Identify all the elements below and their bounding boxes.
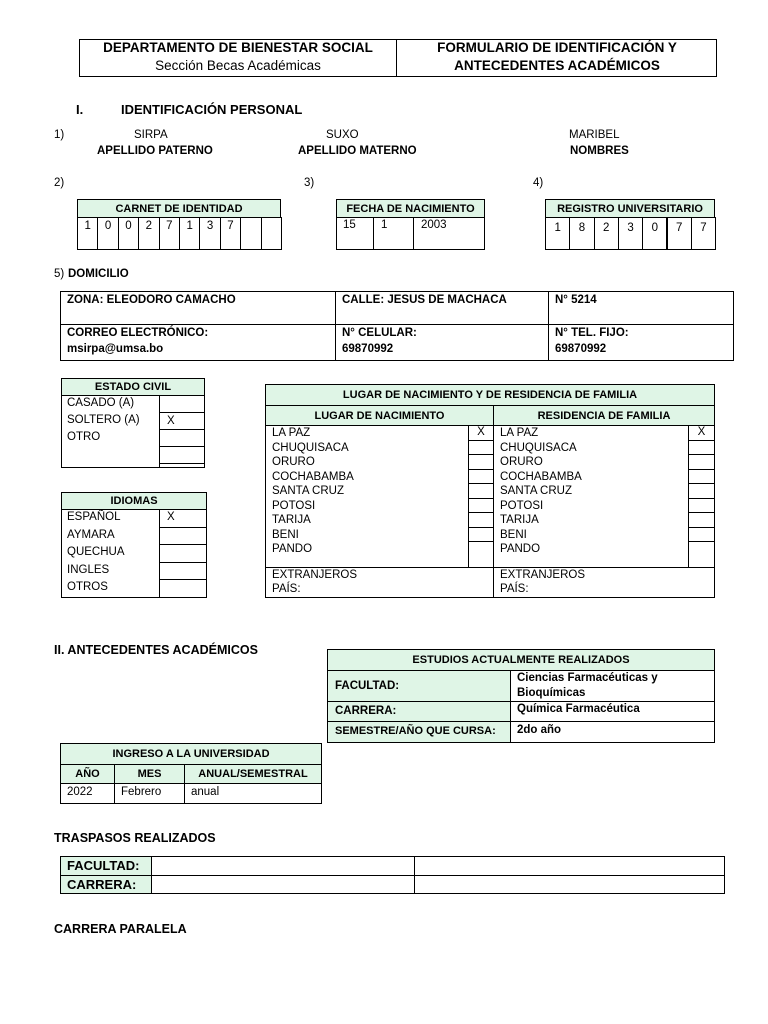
ingreso-tipo[interactable]: anual [191, 786, 220, 798]
residencia-check[interactable] [688, 527, 715, 542]
residencia-check[interactable] [688, 469, 715, 484]
celular-value[interactable]: 69870992 [342, 343, 394, 355]
traspasos-title: TRASPASOS REALIZADOS [54, 831, 216, 845]
registro-digit-cell[interactable]: 0 [642, 217, 667, 250]
ingreso-mes[interactable]: Febrero [121, 786, 162, 798]
nacimiento-departamento: SANTA CRUZ [272, 485, 344, 497]
estado-civil-check[interactable] [159, 446, 205, 464]
registro-digit-cell[interactable]: 7 [691, 217, 716, 250]
residencia-check[interactable] [688, 440, 715, 455]
idioma-check[interactable] [159, 544, 207, 563]
residencia-extranjeros: EXTRANJEROS [500, 569, 585, 581]
traspasos-carrera-input[interactable] [152, 876, 414, 894]
carnet-digit-cell[interactable]: 0 [118, 217, 139, 250]
nacimiento-departamento: COCHABAMBA [272, 470, 354, 483]
registro-digit-cell[interactable]: 1 [545, 217, 570, 250]
residencia-departamento: SANTA CRUZ [500, 485, 572, 497]
idioma-label: AYMARA [67, 528, 115, 541]
registro-digit-cell[interactable]: 8 [569, 217, 594, 250]
domicilio-title: DOMICILIO [68, 268, 129, 280]
fecha-value-box [336, 217, 485, 250]
residencia-check[interactable] [688, 454, 715, 469]
nombres-value: MARIBEL [569, 129, 620, 141]
celular-label: N° CELULAR: [342, 327, 417, 339]
estudios-carrera-label: CARRERA: [335, 705, 397, 717]
registro-digit-cell[interactable]: 3 [618, 217, 643, 250]
nacimiento-check[interactable] [468, 483, 494, 498]
nacimiento-check[interactable] [468, 541, 494, 556]
fecha-header: FECHA DE NACIMIENTO [336, 199, 485, 218]
nacimiento-check[interactable] [468, 527, 494, 542]
estudios-carrera-value[interactable]: Química Farmacéutica [517, 703, 640, 715]
nacimiento-check[interactable] [468, 454, 494, 469]
traspasos-carrera-label: CARRERA: [67, 877, 137, 892]
fijo-value[interactable]: 69870992 [555, 343, 607, 355]
residencia-check[interactable] [688, 498, 715, 513]
residencia-check[interactable] [688, 512, 715, 527]
estado-civil-check[interactable]: X [159, 412, 205, 430]
residencia-pais: PAÍS: [500, 583, 529, 595]
idioma-check[interactable] [159, 527, 207, 546]
ingreso-col-tipo: ANUAL/SEMESTRAL [184, 764, 322, 784]
fecha-mes[interactable]: 1 [381, 219, 388, 231]
nacimiento-departamento: PANDO [272, 543, 313, 555]
residencia-check[interactable] [688, 541, 715, 556]
nacimiento-departamento: CHUQUISACA [272, 441, 349, 454]
estudios-semestre-value[interactable]: 2do año [517, 724, 562, 736]
traspasos-facultad-input[interactable] [152, 857, 414, 875]
residencia-departamento: COCHABAMBA [500, 470, 582, 483]
idioma-label: INGLES [67, 563, 110, 576]
nacimiento-departamento: POTOSI [272, 499, 316, 512]
nacimiento-check[interactable] [468, 512, 494, 527]
estado-civil-label: SOLTERO (A) [67, 414, 140, 426]
item3-number: 3) [304, 177, 315, 189]
domicilio-number: 5) [54, 268, 65, 280]
ingreso-header: INGRESO A LA UNIVERSIDAD [60, 743, 322, 765]
section1-title: IDENTIFICACIÓN PERSONAL [121, 102, 303, 117]
estudios-facultad-value-2[interactable]: Bioquímicas [517, 687, 586, 699]
carnet-header: CARNET DE IDENTIDAD [77, 199, 281, 218]
idioma-label: ESPAÑOL [67, 511, 121, 523]
item2-number: 2) [54, 177, 65, 189]
numero-casa: N° 5214 [555, 294, 597, 306]
correo-value[interactable]: msirpa@umsa.bo [67, 343, 164, 355]
idioma-label: OTROS [67, 581, 108, 593]
carnet-digit-cell[interactable]: 1 [77, 217, 98, 250]
estado-civil-check[interactable] [159, 429, 205, 447]
carnet-digit-cell[interactable]: 3 [199, 217, 220, 250]
residencia-departamento: LA PAZ [500, 427, 539, 439]
nacimiento-check[interactable] [468, 498, 494, 513]
carnet-digit-cell[interactable] [261, 217, 282, 250]
lugar-col1-header: LUGAR DE NACIMIENTO [265, 405, 494, 426]
ingreso-anio[interactable]: 2022 [67, 786, 93, 798]
carnet-digit-cell[interactable]: 7 [159, 217, 180, 250]
registro-digit-cell[interactable]: 7 [667, 217, 692, 250]
residencia-departamento: POTOSI [500, 499, 544, 512]
section2-title: II. ANTECEDENTES ACADÉMICOS [54, 643, 258, 657]
registro-header: REGISTRO UNIVERSITARIO [545, 199, 715, 218]
estado-civil-check[interactable] [159, 395, 205, 413]
header-right-line2: ANTECEDENTES ACADÉMICOS [454, 58, 660, 73]
carnet-digit-cell[interactable] [240, 217, 261, 250]
apellido-paterno-value: SIRPA [134, 129, 168, 141]
nacimiento-extranjeros: EXTRANJEROS [272, 569, 357, 581]
nacimiento-check[interactable] [468, 440, 494, 455]
nombres-label: NOMBRES [570, 145, 629, 157]
apellido-paterno-label: APELLIDO PATERNO [97, 145, 213, 157]
estudios-facultad-value-1[interactable]: Ciencias Farmacéuticas y [517, 672, 658, 684]
estado-civil-header: ESTADO CIVIL [61, 378, 205, 396]
section1-number: I. [76, 102, 84, 117]
residencia-departamento: CHUQUISACA [500, 441, 577, 454]
residencia-departamento: ORURO [500, 456, 543, 468]
carnet-digit-cell[interactable]: 0 [97, 217, 118, 250]
header-left-title: DEPARTAMENTO DE BIENESTAR SOCIAL [103, 40, 373, 55]
nacimiento-departamento: TARIJA [272, 514, 311, 526]
fijo-label: N° TEL. FIJO: [555, 327, 629, 339]
lugar-col2-header: RESIDENCIA DE FAMILIA [493, 405, 715, 426]
nacimiento-check[interactable] [468, 469, 494, 484]
carnet-digit-cell[interactable]: 1 [179, 217, 200, 250]
carnet-digit-cell[interactable]: 7 [220, 217, 241, 250]
estado-civil-label: CASADO (A) [67, 397, 135, 409]
nacimiento-check[interactable]: X [477, 426, 485, 438]
residencia-check[interactable]: X [697, 426, 706, 438]
idioma-label: QUECHUA [67, 546, 125, 558]
nacimiento-departamento: BENI [272, 528, 299, 541]
ingreso-col-anio: AÑO [60, 764, 115, 784]
idioma-check[interactable] [159, 579, 207, 598]
idioma-check[interactable] [159, 562, 207, 581]
paralela-title: CARRERA PARALELA [54, 922, 187, 936]
estudios-facultad-label: FACULTAD: [335, 680, 400, 692]
residencia-check[interactable] [688, 483, 715, 498]
lugar-header: LUGAR DE NACIMIENTO Y DE RESIDENCIA DE FAMILIA [265, 384, 715, 406]
residencia-departamento: BENI [500, 528, 527, 541]
residencia-departamento: PANDO [500, 543, 541, 555]
zona: ZONA: ELEODORO CAMACHO [67, 294, 236, 306]
fecha-dia[interactable]: 15 [343, 219, 356, 231]
correo-label: CORREO ELECTRÓNICO: [67, 327, 209, 339]
registro-digit-cell[interactable]: 2 [594, 217, 619, 250]
nacimiento-departamento: LA PAZ [272, 427, 311, 439]
calle: CALLE: JESUS DE MACHACA [342, 294, 507, 306]
item4-number: 4) [533, 177, 544, 189]
idiomas-header: IDIOMAS [61, 492, 207, 510]
fecha-anio[interactable]: 2003 [421, 219, 447, 231]
item1-number: 1) [54, 129, 65, 141]
idioma-check[interactable]: X [159, 509, 207, 528]
nacimiento-pais: PAÍS: [272, 583, 301, 595]
nacimiento-departamento: ORURO [272, 456, 315, 468]
estudios-semestre-label: SEMESTRE/AÑO QUE CURSA: [335, 725, 496, 737]
estudios-header: ESTUDIOS ACTUALMENTE REALIZADOS [327, 649, 715, 671]
ingreso-col-mes: MES [114, 764, 185, 784]
header-right-line1: FORMULARIO DE IDENTIFICACIÓN Y [437, 40, 677, 55]
header-left-subtitle: Sección Becas Académicas [155, 58, 321, 73]
residencia-departamento: TARIJA [500, 514, 539, 526]
apellido-materno-value: SUXO [326, 129, 359, 141]
carnet-digit-cell[interactable]: 2 [138, 217, 159, 250]
traspasos-facultad-label: FACULTAD: [67, 858, 140, 873]
estado-civil-label: OTRO [67, 431, 101, 443]
apellido-materno-label: APELLIDO MATERNO [298, 145, 417, 157]
